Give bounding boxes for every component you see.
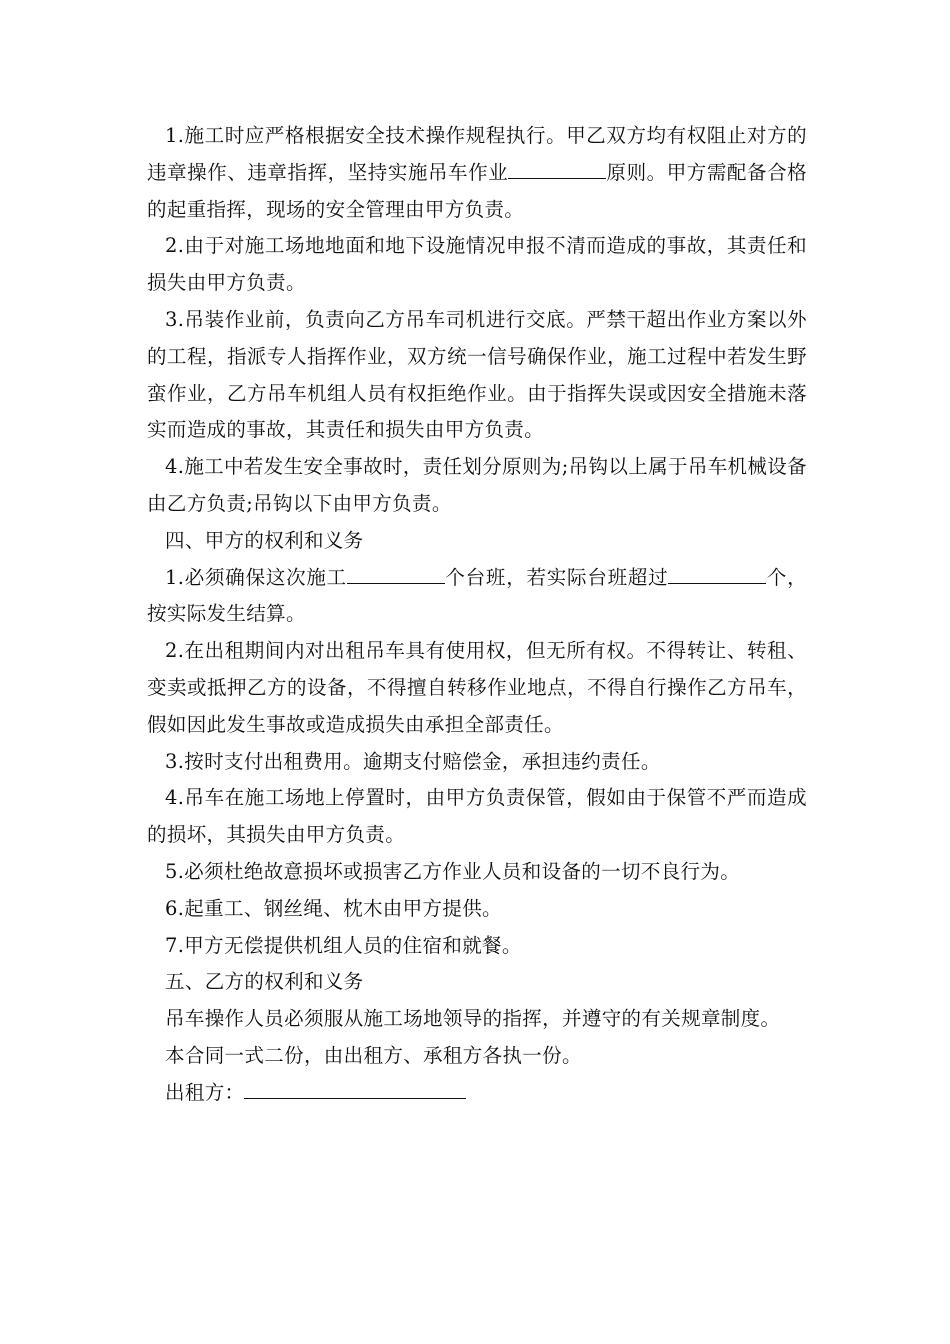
fill-blank-principle[interactable]	[508, 159, 606, 179]
party-a-clause-3-payment: 3.按时支付出租费用。逾期支付赔偿金，承担违约责任。	[165, 749, 661, 773]
party-a-clause-1-text-a: 1.必须确保这次施工	[165, 565, 347, 589]
clause-1-text-b: 原则。甲方需配备合格的起重指挥，现场的安全管理由甲方负责。	[147, 160, 807, 221]
fill-blank-shift-exceed[interactable]	[668, 564, 766, 584]
section-heading-party-a: 四、甲方的权利和义务	[165, 528, 364, 552]
fill-blank-lessor[interactable]	[244, 1079, 466, 1099]
party-b-clause-operators: 吊车操作人员必须服从施工场地领导的指挥，并遵守的有关规章制度。	[165, 1007, 781, 1031]
lessor-label: 出租方：	[165, 1080, 245, 1104]
section-heading-party-b: 五、乙方的权利和义务	[165, 970, 364, 994]
lessor-signature-line	[147, 1075, 807, 1112]
clause-4-accident-liability: 4.施工中若发生安全事故时，责任划分原则为;吊钩以上属于吊车机械设备由乙方负责;吊钩以下由甲方负责。	[147, 455, 807, 515]
party-a-clause-7-lodging: 7.甲方无偿提供机组人员的住宿和就餐。	[165, 933, 522, 957]
party-a-clause-1-text-b: 个台班，若实际台班超过	[444, 565, 669, 589]
document-page	[147, 118, 807, 1112]
party-a-clause-6-supplies: 6.起重工、钢丝绳、枕木由甲方提供。	[165, 896, 502, 920]
clause-2-site-conditions: 2.由于对施工场地地面和地下设施情况申报不清而造成的事故，其责任和损失由甲方负责。	[147, 234, 807, 295]
fill-blank-shift-count[interactable]	[347, 564, 445, 584]
party-a-clause-5-conduct: 5.必须杜绝故意损坏或损害乙方作业人员和设备的一切不良行为。	[165, 859, 741, 883]
party-a-clause-1-shifts	[147, 560, 807, 634]
clause-1-text-a: 1.施工时应严格根据安全技术操作规程执行。甲乙双方均有权阻止对方的违章操作、违章指挥，坚持实施吊车作业	[147, 124, 807, 184]
contract-copies-clause: 本合同一式二份，由出租方、承租方各执一份。	[165, 1043, 582, 1067]
party-a-clause-2-usage-rights: 2.在出租期间内对出租吊车具有使用权，但无所有权。不得转让、转租、变卖或抵押乙方的设备，不得擅自转移作业地点，不得自行操作乙方吊车，假如因此发生事故或造成损失由承担全部责任。	[147, 639, 807, 736]
clause-1-safety-rules	[147, 118, 807, 228]
clause-3-briefing: 3.吊装作业前，负责向乙方吊车司机进行交底。严禁干超出作业方案以外的工程，指派专人指挥作业，双方统一信号确保作业，施工过程中若发生野蛮作业，乙方吊车机组人员有权拒绝作业。由于指挥失误或因安全措施未落实而造成的事故，其责任和损失由甲方负责。	[147, 307, 807, 442]
party-a-clause-4-custody: 4.吊车在施工场地上停置时，由甲方负责保管，假如由于保管不严而造成的损坏，其损失由甲方负责。	[147, 786, 807, 847]
party-a-clause-1-text-c: 个，按实际发生结算。	[147, 565, 807, 626]
